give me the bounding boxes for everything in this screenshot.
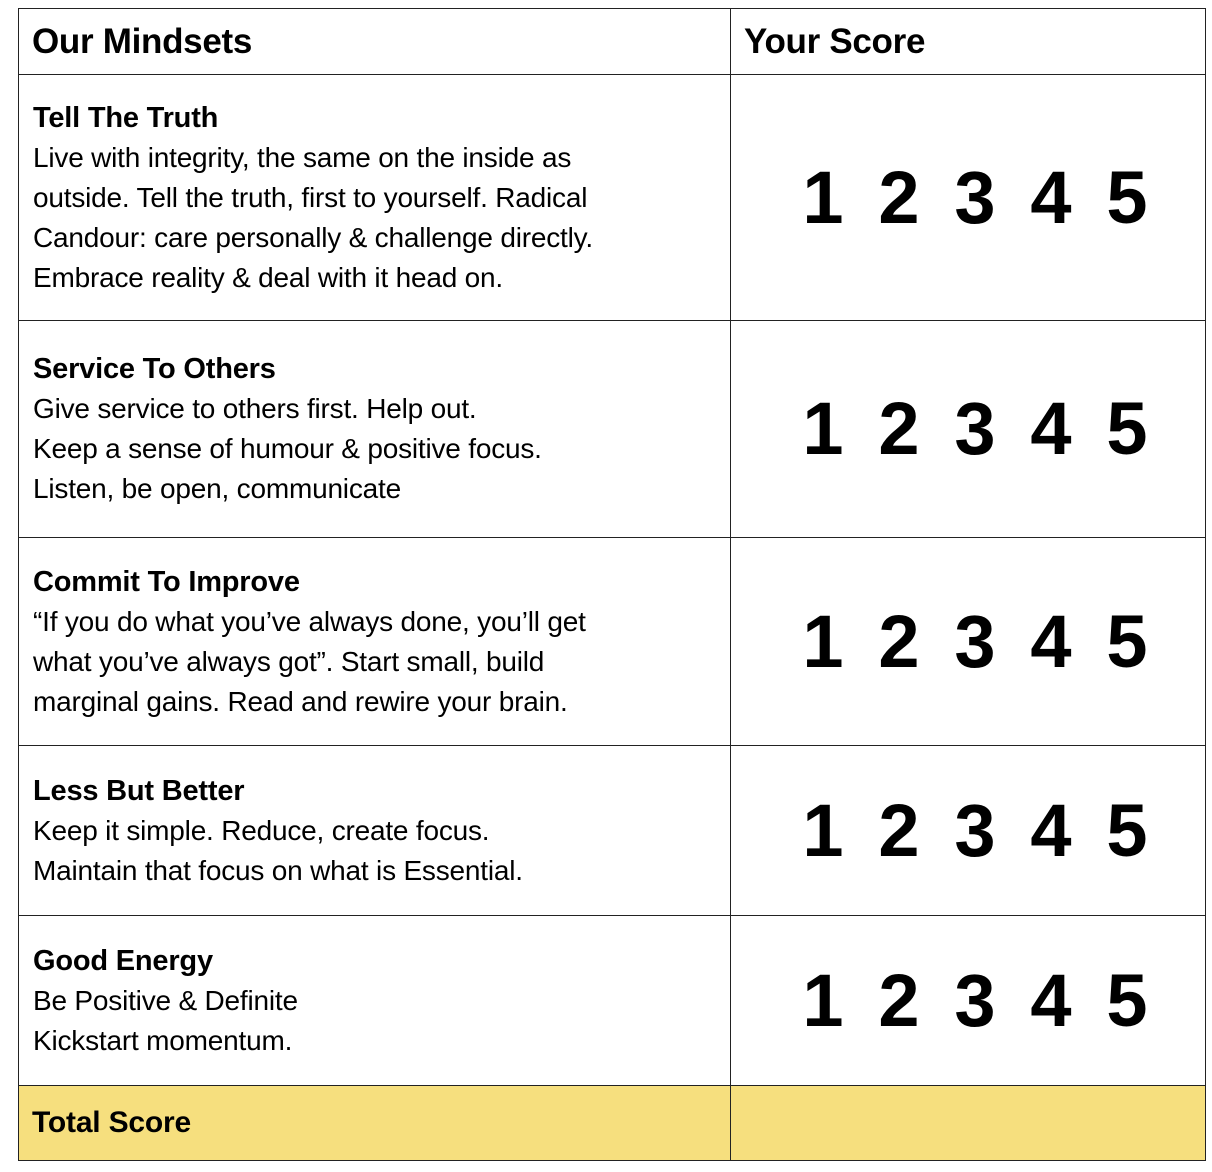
score-option-3[interactable]: 3 — [954, 788, 996, 872]
mindset-description-line: Keep it simple. Reduce, create focus. — [33, 814, 490, 846]
score-options — [731, 387, 1205, 470]
score-option-3[interactable]: 3 — [954, 155, 996, 239]
score-option-5[interactable]: 5 — [1106, 599, 1148, 683]
score-cell — [731, 75, 1206, 321]
score-option-2[interactable]: 2 — [878, 599, 920, 683]
mindset-description-line: Maintain that focus on what is Essential. — [33, 854, 523, 886]
score-option-5[interactable]: 5 — [1106, 788, 1148, 872]
score-cell — [731, 321, 1206, 538]
header-your-score: Your Score — [744, 22, 926, 61]
total-score-label-cell — [19, 1086, 731, 1161]
score-option-4[interactable]: 4 — [1030, 155, 1072, 239]
mindset-title: Tell The Truth — [33, 101, 219, 134]
score-option-4[interactable]: 4 — [1030, 788, 1072, 872]
mindset-description-line: Embrace reality & deal with it head on. — [33, 261, 504, 293]
score-option-2[interactable]: 2 — [878, 155, 920, 239]
table-header-row — [19, 9, 1206, 75]
score-options — [731, 788, 1205, 872]
score-option-3[interactable]: 3 — [954, 958, 996, 1042]
mindset-title: Service To Others — [33, 353, 276, 385]
mindset-description-line: what you’ve always got”. Start small, build — [33, 645, 545, 677]
header-cell-mindsets — [19, 9, 731, 75]
mindset-description-line: Listen, be open, communicate — [33, 473, 401, 504]
mindset-cell — [19, 538, 731, 746]
total-score-row — [19, 1086, 1206, 1161]
mindset-description-line: Keep a sense of humour & positive focus. — [33, 433, 542, 464]
score-option-3[interactable]: 3 — [954, 387, 996, 470]
table-row — [19, 916, 1206, 1086]
total-score-label: Total Score — [32, 1106, 191, 1139]
mindset-description-line: marginal gains. Read and rewire your brain. — [33, 685, 568, 717]
score-option-1[interactable]: 1 — [802, 599, 844, 683]
score-option-5[interactable]: 5 — [1106, 958, 1148, 1042]
score-option-1[interactable]: 1 — [802, 788, 844, 872]
score-options — [731, 599, 1205, 683]
score-option-2[interactable]: 2 — [878, 958, 920, 1042]
header-cell-score — [731, 9, 1206, 75]
header-our-mindsets: Our Mindsets — [32, 22, 253, 61]
score-option-5[interactable]: 5 — [1106, 387, 1148, 470]
score-option-5[interactable]: 5 — [1106, 155, 1148, 239]
mindset-description-line: Kickstart momentum. — [33, 1024, 293, 1056]
score-option-4[interactable]: 4 — [1030, 958, 1072, 1042]
total-score-value-cell[interactable] — [731, 1086, 1206, 1161]
score-option-1[interactable]: 1 — [802, 387, 844, 470]
score-option-2[interactable]: 2 — [878, 788, 920, 872]
score-option-2[interactable]: 2 — [878, 387, 920, 470]
mindset-description-line: Candour: care personally & challenge directly. — [33, 221, 593, 253]
mindset-cell — [19, 746, 731, 916]
mindset-title: Good Energy — [33, 944, 213, 977]
score-option-1[interactable]: 1 — [802, 155, 844, 239]
table-row — [19, 746, 1206, 916]
score-cell — [731, 538, 1206, 746]
table-row — [19, 538, 1206, 746]
mindset-title: Less But Better — [33, 774, 245, 807]
table-row — [19, 321, 1206, 538]
score-option-1[interactable]: 1 — [802, 958, 844, 1042]
score-option-4[interactable]: 4 — [1030, 599, 1072, 683]
mindset-description-line: outside. Tell the truth, first to yourself. Radical — [33, 181, 588, 213]
mindset-description-line: Live with integrity, the same on the inside as — [33, 141, 572, 173]
score-cell — [731, 746, 1206, 916]
score-option-3[interactable]: 3 — [954, 599, 996, 683]
mindsets-score-table — [18, 8, 1206, 1161]
mindset-cell — [19, 321, 731, 538]
mindset-cell — [19, 916, 731, 1086]
score-cell — [731, 916, 1206, 1086]
mindset-title: Commit To Improve — [33, 565, 300, 598]
mindset-description-line: “If you do what you’ve always done, you’ll get — [33, 605, 586, 637]
mindset-description-line: Be Positive & Definite — [33, 984, 298, 1016]
table-row — [19, 75, 1206, 321]
mindset-description-line: Give service to others first. Help out. — [33, 393, 477, 424]
mindset-cell — [19, 75, 731, 321]
score-options — [731, 958, 1205, 1042]
score-options — [731, 155, 1205, 239]
score-option-4[interactable]: 4 — [1030, 387, 1072, 470]
